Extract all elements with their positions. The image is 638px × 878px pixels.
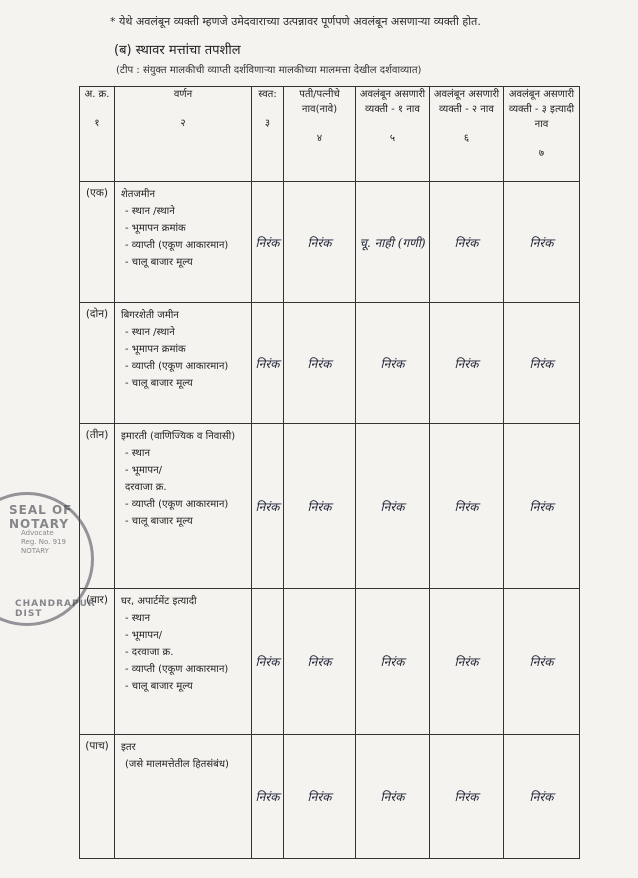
notary-seal: SEAL OF NOTARY Advocate Reg. No. 919 NOTARY CHANDRAPUR DIST <box>0 492 94 626</box>
row-number: (एक) <box>80 182 115 303</box>
footnote-top: * येथे अवलंबून व्यक्ती म्हणजे उमेदवाराच्या उत्पन्नावर पूर्णपणे अवलंबून असणाऱ्या व्यक्ती होत. <box>110 15 481 28</box>
value-cell: निरंक <box>504 589 580 735</box>
value-cell: निरंक <box>430 182 504 303</box>
value-cell: निरंक <box>284 303 356 424</box>
row-number: (चार) <box>80 589 115 735</box>
value-cell: चू. नाही (गणी) <box>356 182 430 303</box>
assets-table <box>79 86 580 859</box>
table-row <box>80 424 580 589</box>
value-cell: निरंक <box>252 735 284 859</box>
value-cell: निरंक <box>430 424 504 589</box>
value-cell: निरंक <box>504 424 580 589</box>
value-cell: निरंक <box>430 303 504 424</box>
header-cell: अवलंबून असणारी व्यक्ती - २ नाव ६ <box>430 87 504 182</box>
table-row <box>80 735 580 859</box>
row-description: इमारती (वाणिज्यिक व निवासी) - स्थान - भूमापन/ दरवाजा क्र. - व्याप्ती (एकूण आकारमान) - चालू बाजार मूल्य <box>115 424 252 589</box>
header-cell: अवलंबून असणारी व्यक्ती - ३ इत्यादी नाव ७ <box>504 87 580 182</box>
value-cell: निरंक <box>252 303 284 424</box>
value-cell: निरंक <box>252 424 284 589</box>
row-description: घर, अपार्टमेंट इत्यादी - स्थान - भूमापन/ - दरवाजा क्र. - व्याप्ती (एकूण आकारमान) - चालू बाजार मूल्य <box>115 589 252 735</box>
row-description: इतर (जसे मालमत्तेतील हितसंबंध) <box>115 735 252 859</box>
row-description: बिगरशेती जमीन - स्थान /स्थाने - भूमापन क्रमांक - व्याप्ती (एकूण आकारमान) - चालू बाजार मूल्य <box>115 303 252 424</box>
value-cell: निरंक <box>504 182 580 303</box>
row-number: (तीन) <box>80 424 115 589</box>
value-cell: निरंक <box>356 303 430 424</box>
row-number: (दोन) <box>80 303 115 424</box>
value-cell: निरंक <box>356 589 430 735</box>
header-cell: स्वत: ३ <box>252 87 284 182</box>
header-cell: पती/पत्नीचे नाव(नावे) ४ <box>284 87 356 182</box>
header-cell: वर्णन २ <box>115 87 252 182</box>
row-description: शेतजमीन - स्थान /स्थाने - भूमापन क्रमांक - व्याप्ती (एकूण आकारमान) - चालू बाजार मूल्य <box>115 182 252 303</box>
value-cell: निरंक <box>504 303 580 424</box>
value-cell: निरंक <box>356 424 430 589</box>
value-cell: निरंक <box>284 735 356 859</box>
value-cell: निरंक <box>284 182 356 303</box>
value-cell: निरंक <box>430 589 504 735</box>
value-cell: निरंक <box>430 735 504 859</box>
value-cell: निरंक <box>356 735 430 859</box>
table-row <box>80 303 580 424</box>
header-cell: अ. क्र. १ <box>80 87 115 182</box>
header-cell: अवलंबून असणारी व्यक्ती - १ नाव ५ <box>356 87 430 182</box>
section-title: (ब) स्थावर मत्तांचा तपशील <box>114 43 241 58</box>
row-number: (पाच) <box>80 735 115 859</box>
header-row <box>80 87 580 182</box>
table-row <box>80 182 580 303</box>
value-cell: निरंक <box>284 424 356 589</box>
section-subtitle: (टीप : संयुक्त मालकीची व्याप्ती दर्शविणाऱ्या मालकीच्या मालमत्ता देखील दर्शवाव्यात) <box>116 65 422 76</box>
value-cell: निरंक <box>252 589 284 735</box>
table-row <box>80 589 580 735</box>
value-cell: निरंक <box>284 589 356 735</box>
value-cell: निरंक <box>252 182 284 303</box>
value-cell: निरंक <box>504 735 580 859</box>
